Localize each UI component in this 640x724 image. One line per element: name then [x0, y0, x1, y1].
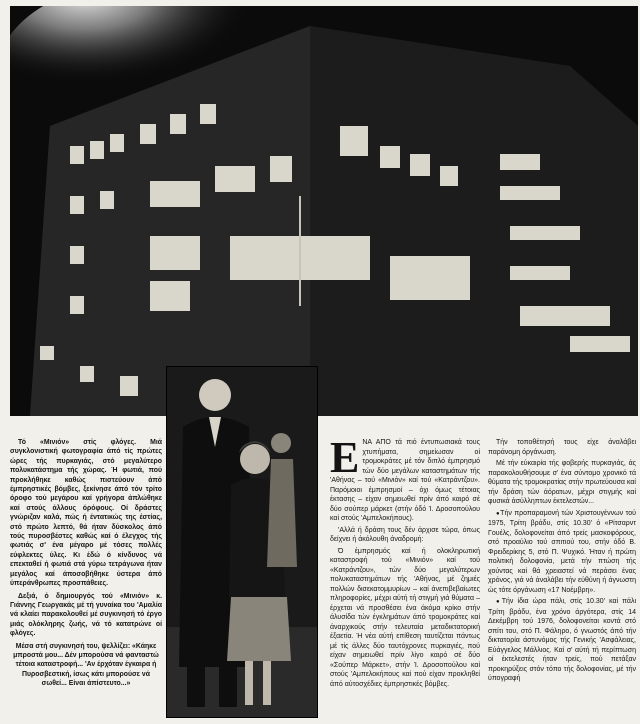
article-bullet-paragraph: ● Τήν προπαραμονή τών Χριστουγέννων τού 1975, Τρίτη βράδυ, στίς 10.30' ό «Ρίτσαρντ Γουέλς, δολοφονείται άπό τρείς μασκοφόρους, στό προαύλιο τού σπιτιού του, στήν όδό Β. Φρειδερίκης 5, στό Π. Ψυχικό. Ήταν ή πρώτη πολιτική δολοφονία, μετά τήν πτώση τής χούντας καί θά χρειαστεί νά περάσει ένας χρόνος, γιά νά άναλάβει τήν εύθύνη ή άγνωστη ώς τότε όργάνωση «17 Νοέμβρη». [488, 509, 636, 596]
article-paragraph: Μέ τήν εύκαιρία τής φοβερής πυρκαγιάς, άς παρακολουθήσουμε σ' ένα σύντομο χρονικό τά θύματα τής τρομοκρατίας στήν πρωτεύουσα καί τήν δράση τών άόρατων, μέχρι στιγμής καί φυσικά άσύλληπτων έκτελεστών... [488, 460, 636, 505]
couple-illustration [167, 367, 317, 717]
drop-cap: Ε [330, 433, 360, 482]
article-paragraph: Τήν τοποθέτησή τους είχε άναλάβει παράνομη όργάνωση. [488, 439, 636, 456]
burning-building-illustration [10, 6, 638, 416]
lead-text: ΝΑ ΑΠΟ τά πιό έντυπωσιακά τους χτυπήματα, σημείωσαν οί τρομοκράτες μέ τόν διπλό έμπρησμό τών δύο μεγάλων καταστημάτων τής 'Αθήνας – τού «Μινιόν» καί τού «Κατράντζου». Παρόμοιοι έμπρησμοί – όχι όμως τέτοιας έκτασης – είχαν σημειωθεί πρίν άπό καιρό σέ δύο σούπερ μάρκετ (στήν όδό Ί. Δροσοπούλου καί στούς 'Αμπελοκήπους). [330, 439, 480, 522]
article-column-left [330, 433, 480, 691]
woman-head [240, 444, 270, 474]
portrait-photo-couple [166, 366, 318, 718]
article-paragraph: Ό έμπρησμός καί ή ολοκληρωτική καταστροφή τού «Μινιόν» καί τού «Κατράντζου», τών δύο μεγαλύτερων πολυκαταστημάτων τής 'Αθήνας, μέ ζημιές πολλών δισεκατομμυρίων – καί άνεπιβεβαίωτες πληροφορίες, μέχρι αύτή τή στιγμή γιά θύματα – έρχεται νά προσθέσει ένα άκόμα κρίκο στήν άλυσίδα τών έγκλημάτων άπό τρομοκράτες καί άναρχικούς στήν τελευταία μεταδικτατορική έξαετία. Ή νέα αύτή επίθεση ταυτίζεται πάντως μέ τίς άλλες δύο ταυτόχρονες πυρκαγιές, πού είχαν σημειωθεί πρίν λίγο καιρό σέ δύο «Σούπερ Μάρκετ», στήν Ί. Δροσοπούλου καί στούς 'Αμπελοκήπους καί πού είχαν προκληθεί άπό αύτοσχέδιες έμπρηστικές βόμβες. [330, 547, 480, 688]
article-column-right [488, 438, 636, 686]
caption-paragraph: Τό «Μινιόν» στίς φλόγες. Μιά συγκλονιστική φωτογραφία άπό τίς πρώτες ώρες τής πυρκαγιάς, στό μεγαλύτερο πολυκατάστημα τής χώρας. Ή φωτιά, πού προκλήθηκε καθώς πιστεύουν άπό έμπρηστικές βόμβες, ξεκίνησε άπό τόν τρίτο όροφο τού μεγάρου καί γρήγορα άπλώθηκε καί στούς άλλους όρόφους. Οί δράστες γνώριζαν καλά, πώς ή έντατικώς της έστίας, στό πρώτο λεπτό, θά ήταν δύσκολος άπό τούς πυροσβέστες καθώς καί ό έλεγχος τής φωτιάς σ' ένα μέγαρο μέ τόσες πολλές εύφλεκτες ύλες. Κι έδώ ό κίνδυνος νά επεκταθεί ή φωτιά στά γύρω τετράγωνα ήταν μεγάλος καί άποσοβήθηκε ύστερα άπό ύπεράνθρωπες προσπάθειες. [10, 439, 162, 588]
woman-skirt [227, 597, 291, 661]
caption-quote: Μέσα στή συγκινησή του, ψελλίζει: «Κάηκε μπροστά μου... Δέν μπορούσα νά φανταστώ τέτοια καταστροφή... 'Αν έρχόταν έγκαιρα ή Πυροσβεστική, ίσως κάτι μπορούσε νά σωθεί... Είναι άπίστευτο...» [13, 642, 159, 688]
photo-caption [10, 438, 162, 692]
article-lead [330, 433, 480, 524]
caption-paragraph: Δεξιά, ό δημιουργός τού «Μινιόν» κ. Γιάννης Γεωργακάς μέ τή γυναίκα του 'Αμαλία νά κλαίει παρακολουθεί μέ συγκινησή τό έργο μιάς ολόκληρης ζωής, νά τό κατατρώνε οί φλόγες. [10, 592, 162, 638]
man-head [199, 379, 231, 411]
main-photo-burning-building [10, 6, 638, 416]
article-paragraph: 'Αλλά ή δράση τους δέν άρχισε τώρα, όπως δείχνει ή άκόλουθη άναδρομή: [330, 526, 480, 543]
article-bullet-paragraph: ● Τήν ίδια ώρα πάλι, στίς 10.30' καί πάλι Τρίτη βράδυ, ένα χρόνο άργότερα, στίς 14 Δεκέμβρη τού 1976, δολοφονείται κοντά στό σπίτι του, στό Π. Φάληρο, ό γνωστός άπό τήν δικτατορία άστυνόμος τής Γενικής 'Ασφάλειας, Εύάγγελος Μάλλιος. Καί σ' αύτή τή περίπτωση οί έκτελεστές ήταν τρείς, πού πετάξαν προκηρύξεις στόν τόπο τής δολοφονίας, μέ τήν ύπογραφή [488, 597, 636, 684]
